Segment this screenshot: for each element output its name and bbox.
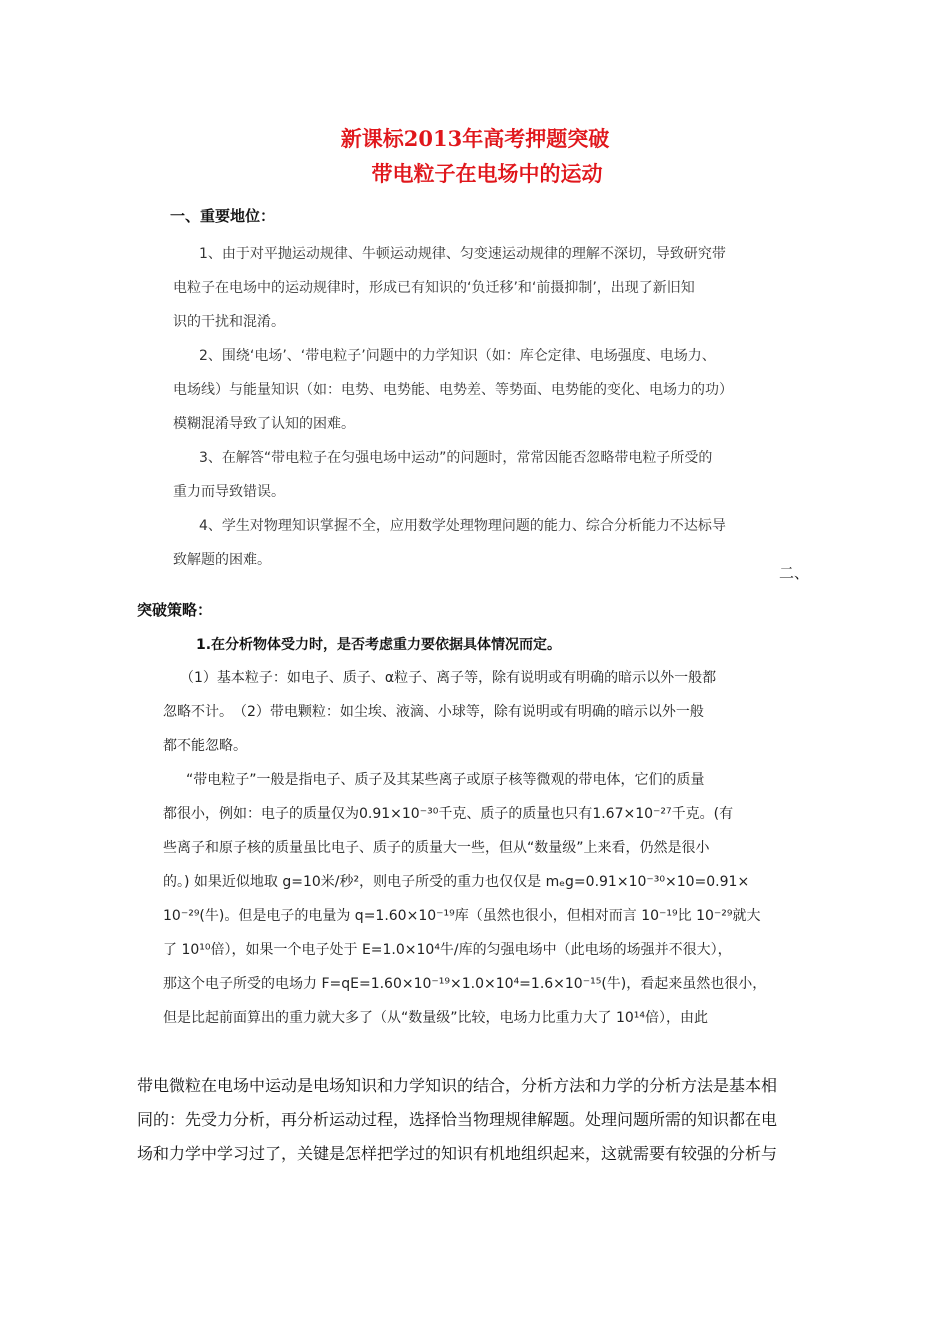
section-heading-strategy: 突破策略： xyxy=(137,601,213,619)
text-line: 电场线）与能量知识（如：电势、电势能、电势差、等势面、电势能的变化、电场力的功） xyxy=(173,382,733,398)
text-line: 3、在解答“带电粒子在匀强电场中运动”的问题时，常常因能否忽略带电粒子所受的 xyxy=(199,450,713,466)
text-line: 那这个电子所受的电场力 F=qE=1.60×10⁻¹⁹×1.0×10⁴=1.6×10⁻¹⁵(牛)，看起来虽然也很小， xyxy=(163,976,767,992)
text-line: 都不能忽略。 xyxy=(163,738,247,754)
text-line: 10⁻²⁹(牛)。但是电子的电量为 q=1.60×10⁻¹⁹库（虽然也很小，但相对而言 10⁻¹⁹比 10⁻²⁹就大 xyxy=(163,908,761,924)
text-line: 电粒子在电场中的运动规律时，形成已有知识的‘负迁移’和‘前摄抑制’，出现了新旧知 xyxy=(173,280,695,296)
text-line: “带电粒子”一般是指电子、质子及其某些离子或原子核等微观的带电体，它们的质量 xyxy=(186,772,705,788)
text-line: 的。) 如果近似地取 g=10米/秒²，则电子所受的重力也仅仅是 mₑg=0.91×10⁻³⁰×10=0.91× xyxy=(163,874,750,890)
text-line: 模糊混淆导致了认知的困难。 xyxy=(173,416,355,432)
document-subtitle: 带电粒子在电场中的运动 xyxy=(371,161,603,186)
text-line: 同的：先受力分析，再分析运动过程，选择恰当物理规律解题。处理问题所需的知识都在电 xyxy=(137,1110,778,1129)
section-heading-importance: 一、重要地位： xyxy=(170,207,276,225)
text-line: 场和力学中学习过了，关键是怎样把学过的知识有机地组织起来，这就需要有较强的分析与 xyxy=(137,1144,778,1163)
text-line: 忽略不计。 （2）带电颗粒：如尘埃、液滴、小球等，除有说明或有明确的暗示以外一般 xyxy=(163,704,704,720)
text-line: 都很小，例如：电子的质量仅为0.91×10⁻³⁰千克、质子的质量也只有1.67×10⁻²⁷千克。(有 xyxy=(163,806,734,822)
document-title: 新课标2013年高考押题突破 xyxy=(340,126,610,151)
text-line: 2、围绕‘电场’、‘带电粒子’问题中的力学知识（如：库仑定律、电场强度、电场力、 xyxy=(199,348,716,364)
text-line: 重力而导致错误。 xyxy=(173,484,285,500)
text-line: 但是比起前面算出的重力就大多了（从“数量级”比较，电场力比重力大了 10¹⁴倍），由此 xyxy=(163,1010,708,1026)
text-line: 致解题的困难。 xyxy=(173,552,271,568)
strategy-subheading: 1.在分析物体受力时，是否考虑重力要依据具体情况而定。 xyxy=(196,637,562,653)
section-heading-prefix: 二、 xyxy=(779,564,810,582)
text-line: 识的干扰和混淆。 xyxy=(173,314,285,330)
text-line: 些离子和原子核的质量虽比电子、质子的质量大一些，但从“数量级”上来看，仍然是很小 xyxy=(163,840,710,856)
text-line: 了 10¹⁰倍），如果一个电子处于 E=1.0×10⁴牛/库的匀强电场中（此电场的场强并不很大）， xyxy=(163,942,732,958)
text-line: （1）基本粒子：如电子、质子、α粒子、离子等，除有说明或有明确的暗示以外一般都 xyxy=(180,670,717,686)
text-line: 带电微粒在电场中运动是电场知识和力学知识的结合，分析方法和力学的分析方法是基本相 xyxy=(137,1076,778,1095)
text-line: 1、由于对平抛运动规律、牛顿运动规律、匀变速运动规律的理解不深切，导致研究带 xyxy=(199,246,726,262)
text-line: 4、学生对物理知识掌握不全，应用数学处理物理问题的能力、综合分析能力不达标导 xyxy=(199,518,726,534)
